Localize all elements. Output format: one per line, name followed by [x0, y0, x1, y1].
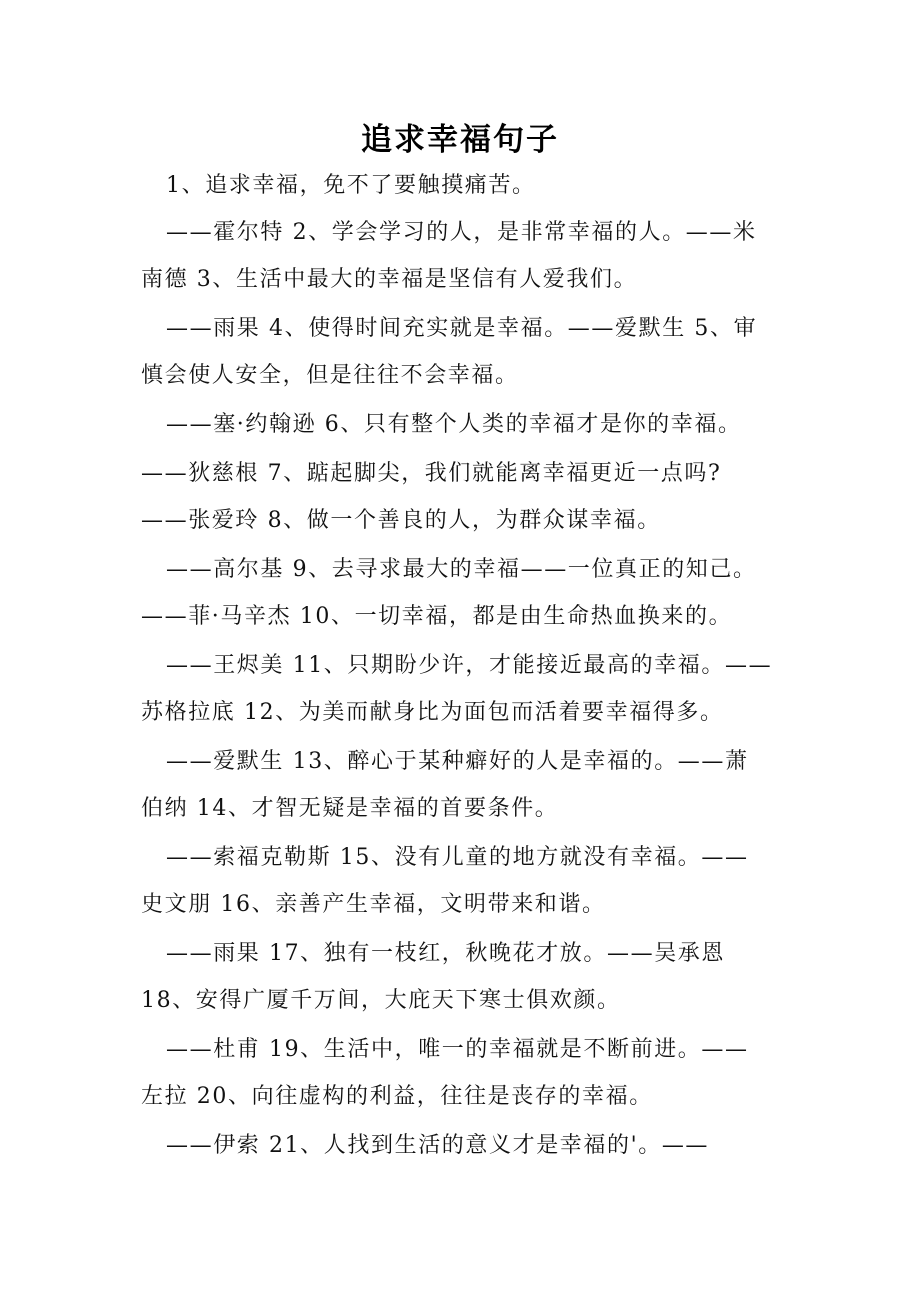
text-line: 史文朋 16、亲善产生幸福，文明带来和谐。: [141, 892, 606, 917]
document-title: 追求幸福句子: [361, 122, 559, 158]
text-line: ——雨果 4、使得时间充实就是幸福。——爱默生 5、审: [166, 316, 758, 341]
text-line: 伯纳 14、才智无疑是幸福的首要条件。: [141, 796, 559, 821]
text-line: 左拉 20、向往虚构的利益，往往是丧存的幸福。: [141, 1084, 653, 1109]
text-line: ——霍尔特 2、学会学习的人，是非常幸福的人。——米: [166, 220, 757, 245]
text-line: ——菲·马辛杰 10、一切幸福，都是由生命热血换来的。: [141, 604, 733, 629]
text-line: 慎会使人安全，但是往往不会幸福。: [141, 363, 519, 388]
text-line: ——爱默生 13、醉心于某种癖好的人是幸福的。——萧: [166, 749, 749, 774]
text-line: 1、追求幸福，免不了要触摸痛苦。: [166, 173, 536, 198]
text-line: ——高尔基 9、去寻求最大的幸福——一位真正的知己。: [166, 557, 757, 582]
text-line: ——王烬美 11、只期盼少许，才能接近最高的幸福。——: [166, 653, 773, 678]
text-line: 苏格拉底 12、为美而献身比为面包而活着要幸福得多。: [141, 700, 724, 725]
text-line: ——塞·约翰逊 6、只有整个人类的幸福才是你的幸福。: [166, 412, 742, 437]
text-line: ——狄慈根 7、踮起脚尖，我们就能离幸福更近一点吗?: [141, 461, 722, 486]
text-line: ——雨果 17、独有一枝红，秋晚花才放。——吴承恩: [166, 941, 725, 966]
text-line: 18、安得广厦千万间，大庇天下寒士俱欢颜。: [141, 988, 621, 1013]
text-line: 南德 3、生活中最大的幸福是坚信有人爱我们。: [141, 267, 638, 292]
text-line: ——杜甫 19、生活中，唯一的幸福就是不断前进。——: [166, 1037, 749, 1062]
text-line: ——索福克勒斯 15、没有儿童的地方就没有幸福。——: [166, 845, 749, 870]
text-line: ——张爱玲 8、做一个善良的人，为群众谋幸福。: [141, 508, 661, 533]
text-line: ——伊索 21、人找到生活的意义才是幸福的'。——: [166, 1133, 710, 1158]
